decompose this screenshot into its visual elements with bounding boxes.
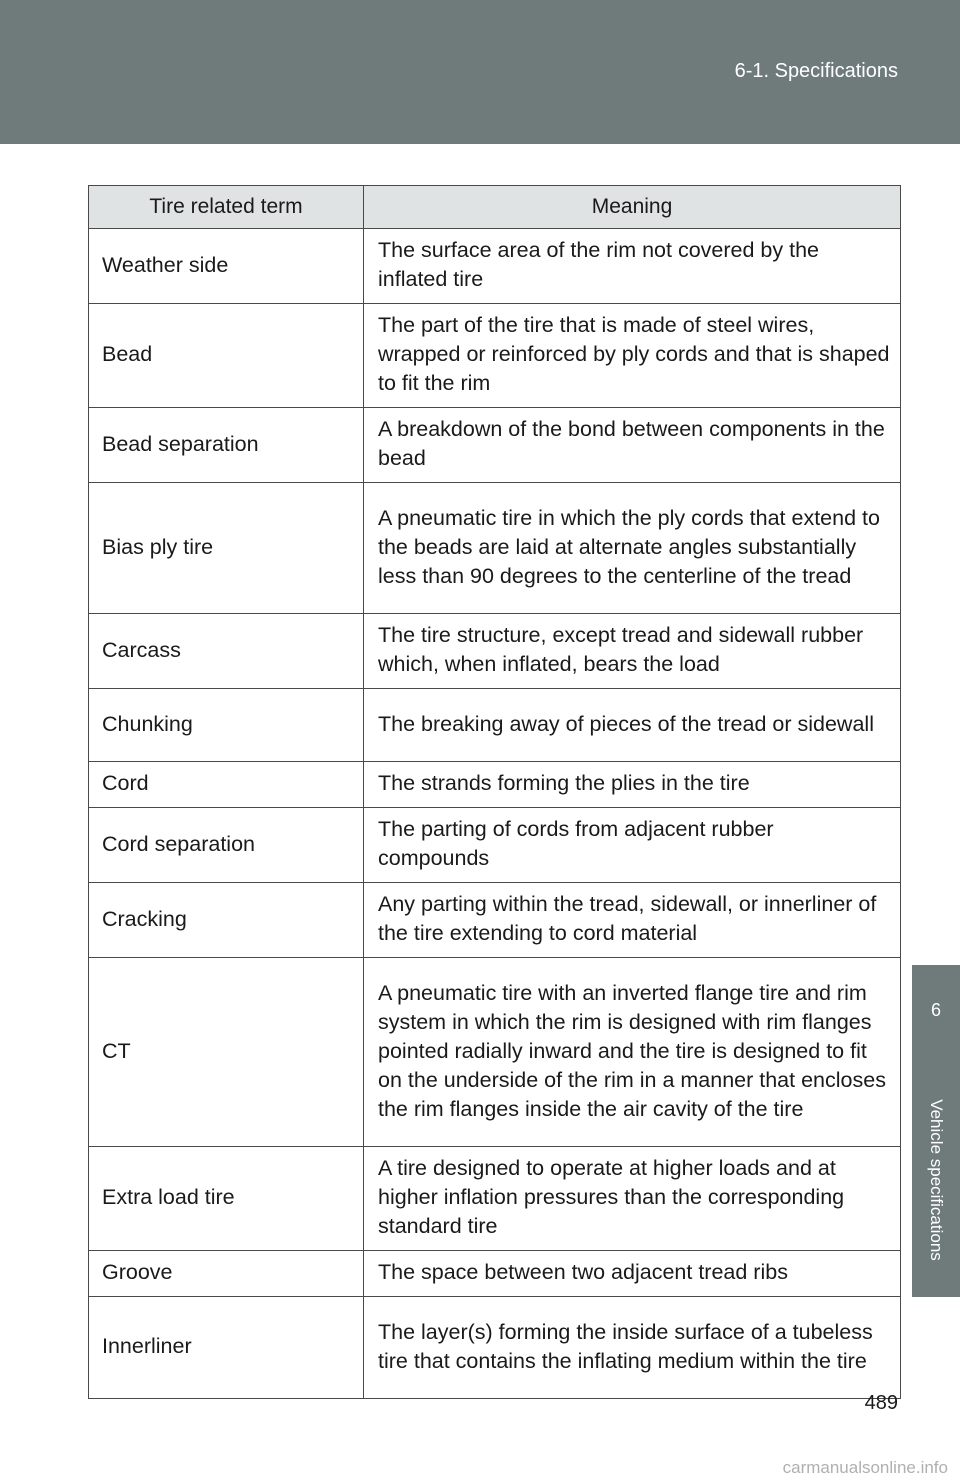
meaning-cell: The strands forming the plies in the tire [364,762,901,808]
meaning-cell: A pneumatic tire in which the ply cords that extend to the beads are laid at alternate angles substantially less than 90 degrees to the centerline of the tread [364,483,901,614]
term-cell: CT [89,958,364,1147]
term-cell: Chunking [89,689,364,762]
meaning-cell: The layer(s) forming the inside surface of a tubeless tire that contains the inflating medium within the tire [364,1297,901,1399]
term-cell: Extra load tire [89,1147,364,1251]
table-row [89,408,901,483]
term-cell: Cord separation [89,808,364,883]
table-row [89,808,901,883]
page-number: 489 [864,1392,898,1414]
chapter-number: 6 [930,1000,941,1020]
meaning-cell: The tire structure, except tread and sidewall rubber which, when inflated, bears the load [364,614,901,689]
table-row [89,883,901,958]
meaning-cell: A tire designed to operate at higher loads and at higher inflation pressures than the corresponding standard tire [364,1147,901,1251]
table-row [89,614,901,689]
chapter-label: Vehicle specifications [927,1099,946,1261]
table-row [89,762,901,808]
table-row [89,304,901,408]
term-cell: Groove [89,1251,364,1297]
meaning-cell: The space between two adjacent tread ribs [364,1251,901,1297]
table-row [89,229,901,304]
table-row [89,483,901,614]
table-header-row [89,186,901,229]
meaning-cell: The surface area of the rim not covered by the inflated tire [364,229,901,304]
table-row [89,1147,901,1251]
meaning-cell: The breaking away of pieces of the tread or sidewall [364,689,901,762]
column-header-term: Tire related term [89,186,364,229]
term-cell: Innerliner [89,1297,364,1399]
meaning-cell: A pneumatic tire with an inverted flange tire and rim system in which the rim is designed with rim flanges pointed radially inward and the tire is designed to fit on the underside of the rim in a manner that encloses the rim flanges inside the air cavity of the tire [364,958,901,1147]
term-cell: Bead [89,304,364,408]
table-row [89,1251,901,1297]
section-title: 6-1. Specifications [734,60,898,82]
meaning-cell: The part of the tire that is made of steel wires, wrapped or reinforced by ply cords and that is shaped to fit the rim [364,304,901,408]
meaning-cell: Any parting within the tread, sidewall, or innerliner of the tire extending to cord material [364,883,901,958]
table-row [89,958,901,1147]
column-header-meaning: Meaning [364,186,901,229]
table-row [89,689,901,762]
meaning-cell: A breakdown of the bond between components in the bead [364,408,901,483]
meaning-cell: The parting of cords from adjacent rubber compounds [364,808,901,883]
term-cell: Bias ply tire [89,483,364,614]
table-row [89,1297,901,1399]
term-cell: Cracking [89,883,364,958]
term-cell: Carcass [89,614,364,689]
term-cell: Weather side [89,229,364,304]
watermark: carmanualsonline.info [782,1458,948,1477]
term-cell: Bead separation [89,408,364,483]
term-cell: Cord [89,762,364,808]
tire-terms-table [88,185,901,1399]
